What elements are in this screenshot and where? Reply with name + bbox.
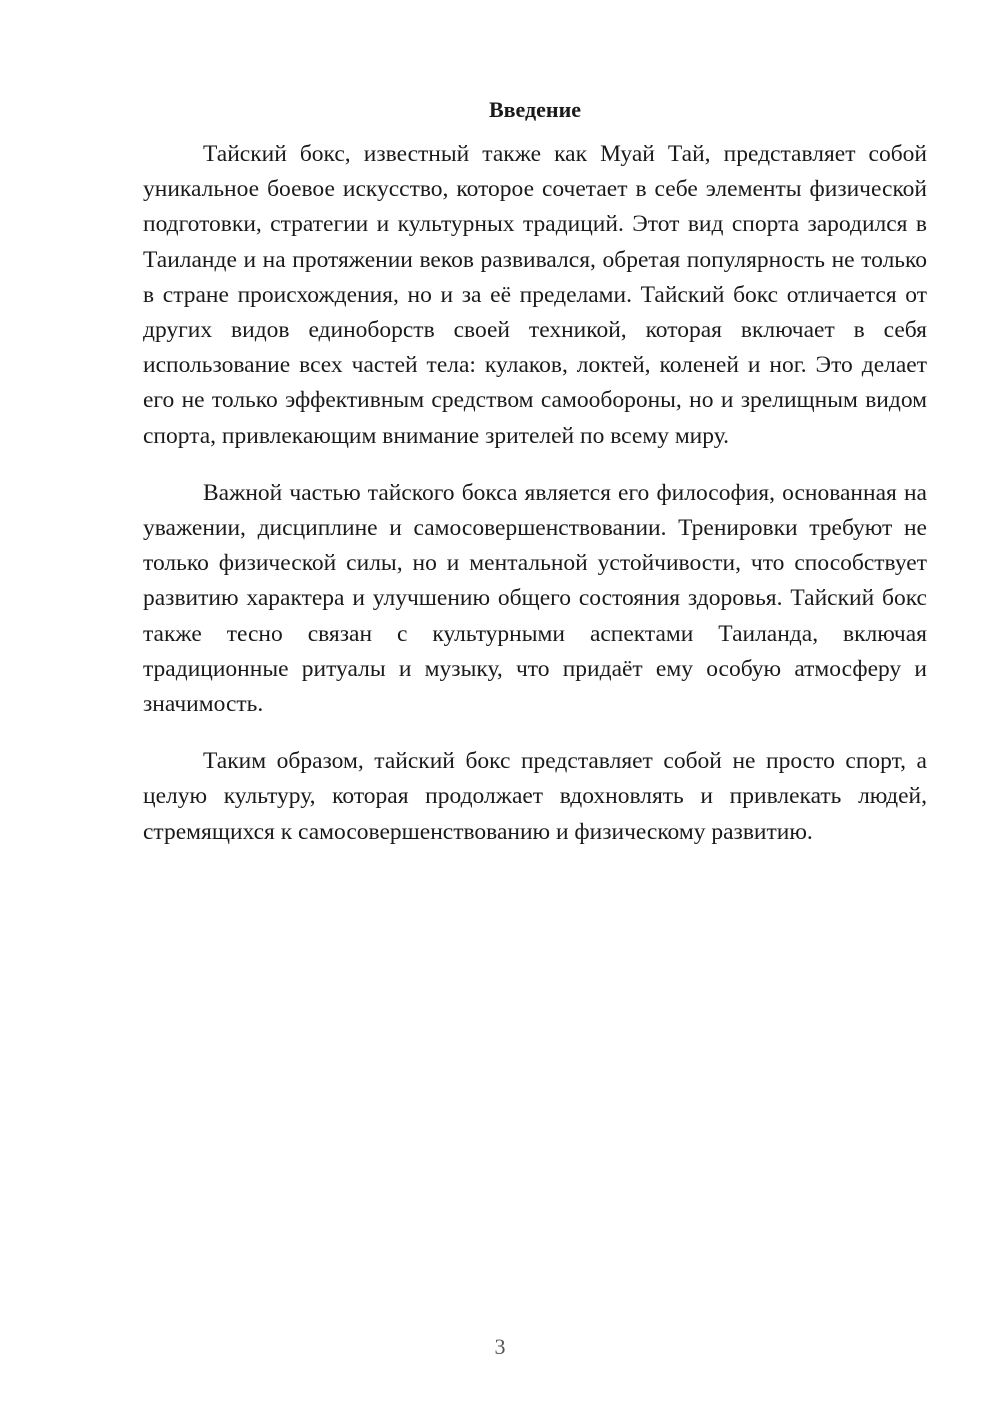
paragraph-intro: Тайский бокс, известный также как Муай Тай, представляет собой уникальное боевое искусство, которое сочетает в себе элементы физической подготовки, стратегии и культурных традиций. Этот вид спорта зародился в Таиланде и на протяжении веков развивался, обретая популярность не только в стране происхождения, но и за её пределами. Тайский бокс отличается от других видов единоборств своей техникой, которая включает в себя использование всех частей тела: кулаков, локтей, коленей и ног. Это делает его не только эффективным средством самообороны, но и зрелищным видом спорта, привлекающим внимание зрителей по всему миру. <box>143 141 927 449</box>
page-number: 3 <box>494 1334 506 1359</box>
paragraph-philosophy: Важной частью тайского бокса является его философия, основанная на уважении, дисциплине и самосовершенствовании. Тренировки требуют не только физической силы, но и ментальной устойчивости, что способствует развитию характера и улучшению общего состояния здоровья. Тайский бокс также тесно связан с культурными аспектами Таиланда, включая традиционные ритуалы и музыку, что придаёт ему особую атмосферу и значимость. <box>143 479 927 718</box>
section-heading: Введение <box>488 97 582 122</box>
paragraph-conclusion: Таким образом, тайский бокс представляет собой не просто спорт, а целую культуру, которая продолжает вдохновлять и привлекать людей, стремящихся к самосовершенствованию и физическому развитию. <box>143 748 927 845</box>
page-content <box>143 95 927 872</box>
